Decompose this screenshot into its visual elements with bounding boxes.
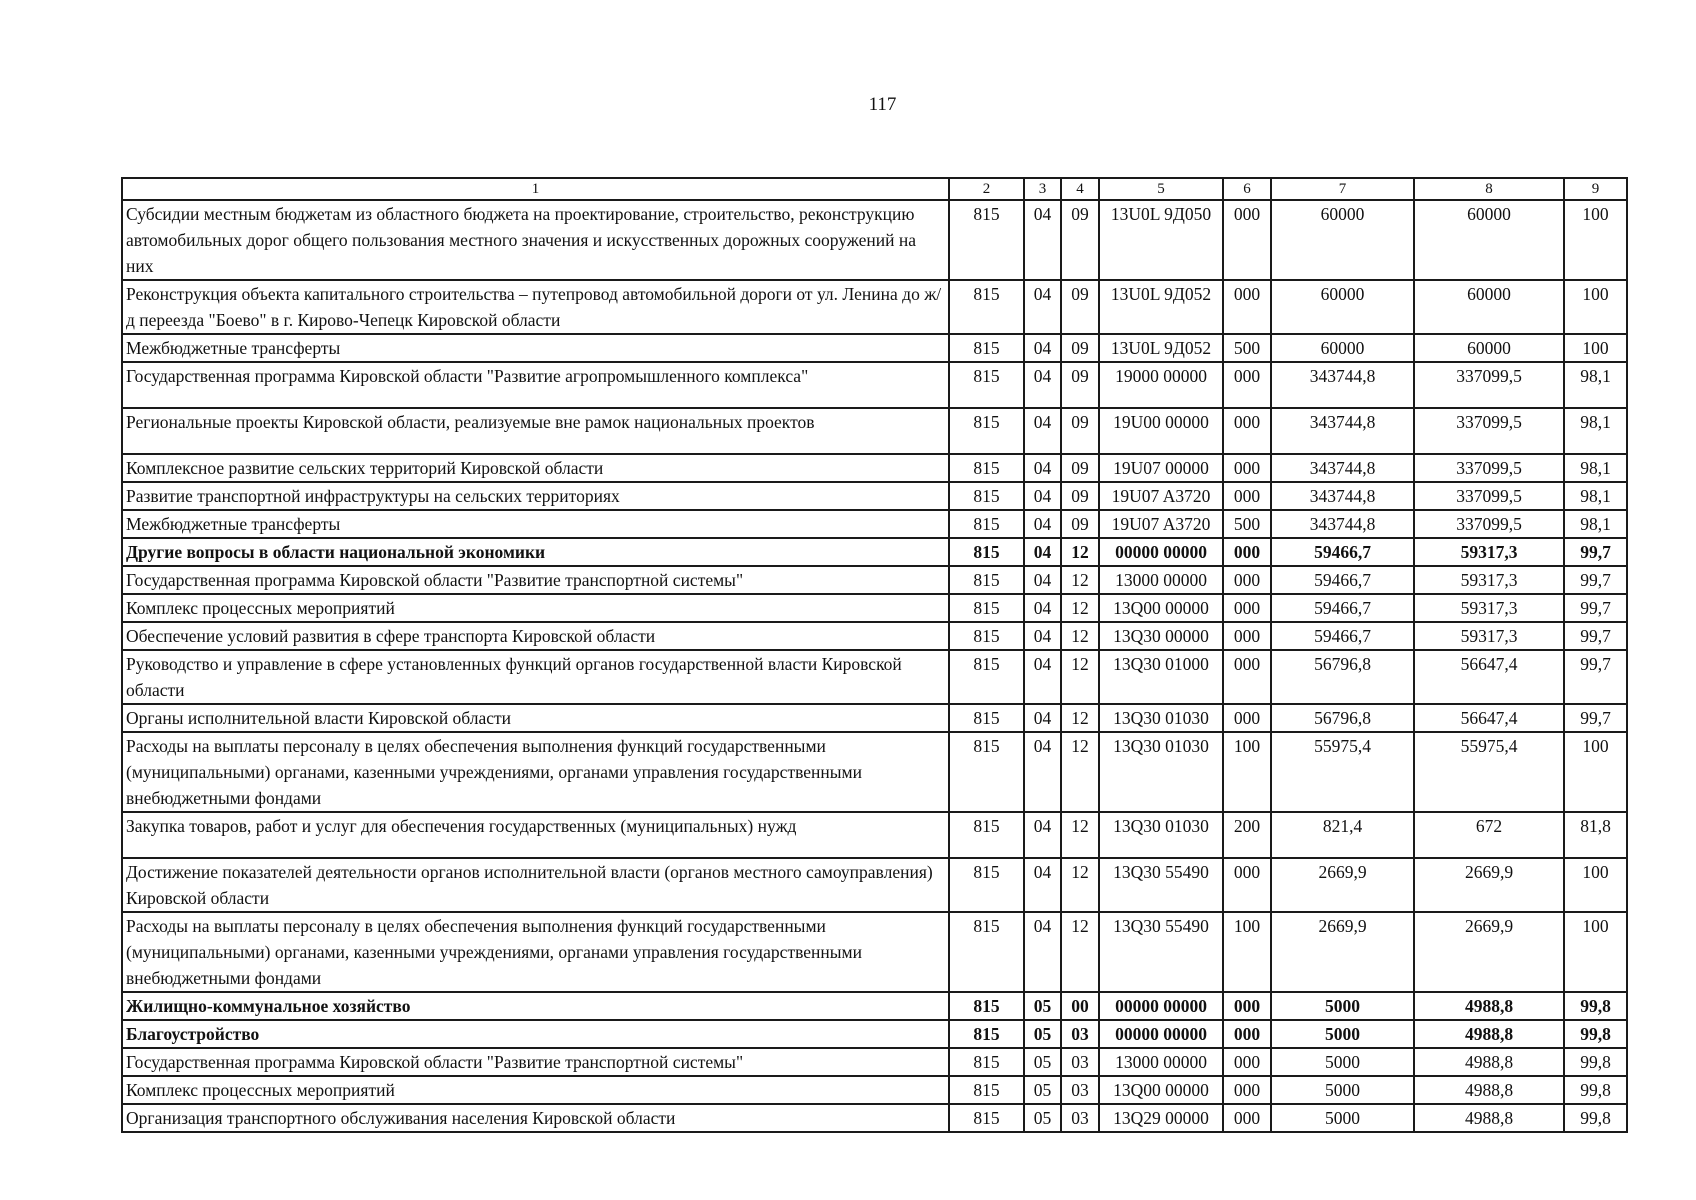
row-ministry-code: 815 [949,622,1024,650]
row-subsection-code: 00 [1061,992,1099,1020]
table-row [122,510,1627,538]
row-subsection-code: 12 [1061,650,1099,704]
row-name: Комплексное развитие сельских территорий Кировской области [122,454,949,482]
row-planned-amount: 821,4 [1271,812,1414,858]
row-subsection-code: 12 [1061,912,1099,992]
row-name: Развитие транспортной инфраструктуры на сельских территориях [122,482,949,510]
row-subsection-code: 09 [1061,482,1099,510]
table-row [122,1048,1627,1076]
row-expense-type: 000 [1223,650,1271,704]
row-name: Жилищно-коммунальное хозяйство [122,992,949,1020]
table-row [122,812,1627,858]
row-executed-amount: 4988,8 [1414,1104,1564,1132]
row-name: Обеспечение условий развития в сфере транспорта Кировской области [122,622,949,650]
row-expense-type: 000 [1223,454,1271,482]
row-planned-amount: 59466,7 [1271,594,1414,622]
row-section-code: 04 [1024,408,1061,454]
row-expense-type: 500 [1223,334,1271,362]
row-execution-percent: 81,8 [1564,812,1627,858]
row-ministry-code: 815 [949,280,1024,334]
col-header-9: 9 [1564,178,1627,200]
row-section-code: 04 [1024,622,1061,650]
row-expense-type: 000 [1223,200,1271,280]
row-name: Государственная программа Кировской области "Развитие агропромышленного комплекса" [122,362,949,408]
row-execution-percent: 100 [1564,858,1627,912]
row-expense-type: 200 [1223,812,1271,858]
row-name: Государственная программа Кировской области "Развитие транспортной системы" [122,566,949,594]
row-section-code: 05 [1024,1104,1061,1132]
row-section-code: 04 [1024,510,1061,538]
row-executed-amount: 55975,4 [1414,732,1564,812]
row-expense-type: 000 [1223,622,1271,650]
row-execution-percent: 99,7 [1564,566,1627,594]
table-row [122,732,1627,812]
row-target-article: 13Q30 01030 [1099,812,1223,858]
row-expense-type: 000 [1223,1104,1271,1132]
row-target-article: 00000 00000 [1099,538,1223,566]
table-row [122,408,1627,454]
row-executed-amount: 4988,8 [1414,1048,1564,1076]
row-target-article: 19000 00000 [1099,362,1223,408]
table-row [122,858,1627,912]
row-subsection-code: 03 [1061,1104,1099,1132]
row-execution-percent: 100 [1564,280,1627,334]
column-number-header [122,178,1627,200]
row-planned-amount: 343744,8 [1271,362,1414,408]
row-execution-percent: 99,8 [1564,1076,1627,1104]
row-execution-percent: 99,7 [1564,704,1627,732]
row-target-article: 00000 00000 [1099,1020,1223,1048]
row-target-article: 19U00 00000 [1099,408,1223,454]
row-executed-amount: 59317,3 [1414,594,1564,622]
row-planned-amount: 5000 [1271,1020,1414,1048]
row-expense-type: 100 [1223,912,1271,992]
row-target-article: 13Q30 01030 [1099,704,1223,732]
row-section-code: 04 [1024,812,1061,858]
row-section-code: 04 [1024,704,1061,732]
row-ministry-code: 815 [949,408,1024,454]
row-name: Комплекс процессных мероприятий [122,1076,949,1104]
row-section-code: 04 [1024,566,1061,594]
row-execution-percent: 99,7 [1564,594,1627,622]
row-section-code: 04 [1024,200,1061,280]
row-expense-type: 000 [1223,538,1271,566]
row-section-code: 04 [1024,594,1061,622]
row-name: Благоустройство [122,1020,949,1048]
row-planned-amount: 5000 [1271,1076,1414,1104]
row-planned-amount: 2669,9 [1271,858,1414,912]
row-executed-amount: 59317,3 [1414,538,1564,566]
row-subsection-code: 12 [1061,858,1099,912]
table-row [122,280,1627,334]
table-row [122,1076,1627,1104]
row-name: Межбюджетные трансферты [122,334,949,362]
col-header-5: 5 [1099,178,1223,200]
row-executed-amount: 59317,3 [1414,622,1564,650]
row-planned-amount: 55975,4 [1271,732,1414,812]
row-expense-type: 000 [1223,1076,1271,1104]
row-section-code: 04 [1024,334,1061,362]
row-target-article: 13U0L 9Д052 [1099,280,1223,334]
row-target-article: 13U0L 9Д050 [1099,200,1223,280]
row-subsection-code: 12 [1061,594,1099,622]
row-name: Расходы на выплаты персоналу в целях обеспечения выполнения функций государственными (муниципальными) органами, казенными учреждениями, органами управления государственными внебюджетными фондами [122,732,949,812]
row-expense-type: 000 [1223,482,1271,510]
row-expense-type: 000 [1223,1048,1271,1076]
table-row [122,538,1627,566]
row-subsection-code: 09 [1061,334,1099,362]
row-expense-type: 000 [1223,992,1271,1020]
row-name: Региональные проекты Кировской области, реализуемые вне рамок национальных проектов [122,408,949,454]
row-ministry-code: 815 [949,334,1024,362]
row-expense-type: 000 [1223,362,1271,408]
table-row [122,454,1627,482]
row-section-code: 04 [1024,538,1061,566]
row-subsection-code: 09 [1061,362,1099,408]
row-name: Достижение показателей деятельности органов исполнительной власти (органов местного самоуправления) Кировской области [122,858,949,912]
row-target-article: 13U0L 9Д052 [1099,334,1223,362]
row-executed-amount: 4988,8 [1414,1020,1564,1048]
table-row [122,362,1627,408]
row-planned-amount: 60000 [1271,200,1414,280]
row-executed-amount: 337099,5 [1414,482,1564,510]
row-executed-amount: 337099,5 [1414,454,1564,482]
row-target-article: 13Q30 55490 [1099,858,1223,912]
row-execution-percent: 100 [1564,200,1627,280]
row-execution-percent: 100 [1564,334,1627,362]
row-section-code: 04 [1024,912,1061,992]
row-executed-amount: 4988,8 [1414,1076,1564,1104]
table-row [122,650,1627,704]
row-ministry-code: 815 [949,812,1024,858]
row-ministry-code: 815 [949,992,1024,1020]
row-expense-type: 000 [1223,704,1271,732]
row-executed-amount: 60000 [1414,200,1564,280]
row-target-article: 13Q00 00000 [1099,594,1223,622]
row-planned-amount: 60000 [1271,334,1414,362]
row-planned-amount: 59466,7 [1271,622,1414,650]
row-target-article: 13Q29 00000 [1099,1104,1223,1132]
row-execution-percent: 98,1 [1564,482,1627,510]
table-row [122,482,1627,510]
row-execution-percent: 100 [1564,912,1627,992]
table-row [122,704,1627,732]
table-row [122,622,1627,650]
row-execution-percent: 98,1 [1564,510,1627,538]
row-execution-percent: 98,1 [1564,362,1627,408]
row-name: Органы исполнительной власти Кировской области [122,704,949,732]
row-ministry-code: 815 [949,1076,1024,1104]
row-subsection-code: 09 [1061,510,1099,538]
row-section-code: 05 [1024,1048,1061,1076]
row-execution-percent: 100 [1564,732,1627,812]
row-planned-amount: 59466,7 [1271,566,1414,594]
row-name: Закупка товаров, работ и услуг для обеспечения государственных (муниципальных) нужд [122,812,949,858]
row-ministry-code: 815 [949,650,1024,704]
table-row [122,566,1627,594]
row-executed-amount: 60000 [1414,280,1564,334]
row-expense-type: 500 [1223,510,1271,538]
row-ministry-code: 815 [949,912,1024,992]
col-header-8: 8 [1414,178,1564,200]
budget-table [121,177,1628,1133]
row-section-code: 04 [1024,362,1061,408]
row-execution-percent: 99,7 [1564,538,1627,566]
row-planned-amount: 56796,8 [1271,704,1414,732]
row-execution-percent: 99,8 [1564,1020,1627,1048]
row-name: Организация транспортного обслуживания населения Кировской области [122,1104,949,1132]
col-header-1: 1 [122,178,949,200]
row-execution-percent: 99,7 [1564,650,1627,704]
row-target-article: 00000 00000 [1099,992,1223,1020]
table-row [122,1020,1627,1048]
row-target-article: 13000 00000 [1099,1048,1223,1076]
row-section-code: 04 [1024,454,1061,482]
col-header-3: 3 [1024,178,1061,200]
row-ministry-code: 815 [949,732,1024,812]
row-subsection-code: 03 [1061,1020,1099,1048]
row-planned-amount: 5000 [1271,1048,1414,1076]
row-section-code: 04 [1024,280,1061,334]
row-ministry-code: 815 [949,482,1024,510]
row-planned-amount: 60000 [1271,280,1414,334]
row-target-article: 13Q00 00000 [1099,1076,1223,1104]
row-ministry-code: 815 [949,566,1024,594]
row-name: Реконструкция объекта капитального строительства – путепровод автомобильной дороги от ул. Ленина до ж/д переезда "Боево" в г. Кирово-Чепецк Кировской области [122,280,949,334]
row-section-code: 04 [1024,858,1061,912]
row-executed-amount: 2669,9 [1414,858,1564,912]
row-executed-amount: 4988,8 [1414,992,1564,1020]
table-row [122,334,1627,362]
row-name: Государственная программа Кировской области "Развитие транспортной системы" [122,1048,949,1076]
row-executed-amount: 2669,9 [1414,912,1564,992]
row-execution-percent: 99,8 [1564,1104,1627,1132]
row-expense-type: 000 [1223,858,1271,912]
row-target-article: 13Q30 01030 [1099,732,1223,812]
row-expense-type: 000 [1223,408,1271,454]
row-subsection-code: 12 [1061,812,1099,858]
row-section-code: 05 [1024,1020,1061,1048]
col-header-6: 6 [1223,178,1271,200]
row-planned-amount: 343744,8 [1271,454,1414,482]
row-expense-type: 100 [1223,732,1271,812]
row-name: Другие вопросы в области национальной экономики [122,538,949,566]
row-subsection-code: 09 [1061,454,1099,482]
col-header-7: 7 [1271,178,1414,200]
row-section-code: 04 [1024,650,1061,704]
row-planned-amount: 56796,8 [1271,650,1414,704]
row-subsection-code: 12 [1061,566,1099,594]
row-executed-amount: 59317,3 [1414,566,1564,594]
row-execution-percent: 99,8 [1564,1048,1627,1076]
row-name: Субсидии местным бюджетам из областного бюджета на проектирование, строительство, реконструкцию автомобильных дорог общего пользования местного значения и искусственных дорожных сооружений на них [122,200,949,280]
row-ministry-code: 815 [949,362,1024,408]
row-subsection-code: 03 [1061,1048,1099,1076]
row-planned-amount: 59466,7 [1271,538,1414,566]
row-planned-amount: 5000 [1271,992,1414,1020]
row-executed-amount: 672 [1414,812,1564,858]
row-subsection-code: 12 [1061,732,1099,812]
row-target-article: 19U07 A3720 [1099,482,1223,510]
row-executed-amount: 337099,5 [1414,408,1564,454]
table-row [122,200,1627,280]
row-target-article: 19U07 00000 [1099,454,1223,482]
row-target-article: 13Q30 00000 [1099,622,1223,650]
row-subsection-code: 09 [1061,280,1099,334]
row-target-article: 19U07 A3720 [1099,510,1223,538]
row-section-code: 04 [1024,482,1061,510]
row-executed-amount: 56647,4 [1414,650,1564,704]
table-row [122,992,1627,1020]
row-subsection-code: 09 [1061,408,1099,454]
row-ministry-code: 815 [949,454,1024,482]
row-expense-type: 000 [1223,280,1271,334]
row-execution-percent: 99,7 [1564,622,1627,650]
row-planned-amount: 2669,9 [1271,912,1414,992]
row-target-article: 13Q30 55490 [1099,912,1223,992]
row-executed-amount: 337099,5 [1414,510,1564,538]
row-subsection-code: 12 [1061,704,1099,732]
row-ministry-code: 815 [949,510,1024,538]
row-expense-type: 000 [1223,1020,1271,1048]
row-ministry-code: 815 [949,1020,1024,1048]
row-ministry-code: 815 [949,538,1024,566]
row-expense-type: 000 [1223,594,1271,622]
row-name: Руководство и управление в сфере установленных функций органов государственной власти Кировской области [122,650,949,704]
table-row [122,1104,1627,1132]
row-executed-amount: 60000 [1414,334,1564,362]
row-planned-amount: 343744,8 [1271,510,1414,538]
row-execution-percent: 98,1 [1564,408,1627,454]
row-subsection-code: 12 [1061,538,1099,566]
row-planned-amount: 5000 [1271,1104,1414,1132]
row-section-code: 05 [1024,1076,1061,1104]
row-name: Комплекс процессных мероприятий [122,594,949,622]
row-ministry-code: 815 [949,200,1024,280]
row-section-code: 05 [1024,992,1061,1020]
row-executed-amount: 337099,5 [1414,362,1564,408]
row-planned-amount: 343744,8 [1271,482,1414,510]
row-target-article: 13Q30 01000 [1099,650,1223,704]
col-header-2: 2 [949,178,1024,200]
row-execution-percent: 98,1 [1564,454,1627,482]
row-section-code: 04 [1024,732,1061,812]
row-ministry-code: 815 [949,858,1024,912]
col-header-4: 4 [1061,178,1099,200]
row-name: Расходы на выплаты персоналу в целях обеспечения выполнения функций государственными (муниципальными) органами, казенными учреждениями, органами управления государственными внебюджетными фондами [122,912,949,992]
row-executed-amount: 56647,4 [1414,704,1564,732]
row-subsection-code: 03 [1061,1076,1099,1104]
row-name: Межбюджетные трансферты [122,510,949,538]
page-number: 117 [868,94,897,115]
row-target-article: 13000 00000 [1099,566,1223,594]
row-planned-amount: 343744,8 [1271,408,1414,454]
row-ministry-code: 815 [949,1048,1024,1076]
table-body [122,200,1627,1132]
row-expense-type: 000 [1223,566,1271,594]
row-ministry-code: 815 [949,594,1024,622]
row-subsection-code: 12 [1061,622,1099,650]
row-ministry-code: 815 [949,704,1024,732]
table-row [122,594,1627,622]
table-row [122,912,1627,992]
row-subsection-code: 09 [1061,200,1099,280]
row-execution-percent: 99,8 [1564,992,1627,1020]
row-ministry-code: 815 [949,1104,1024,1132]
